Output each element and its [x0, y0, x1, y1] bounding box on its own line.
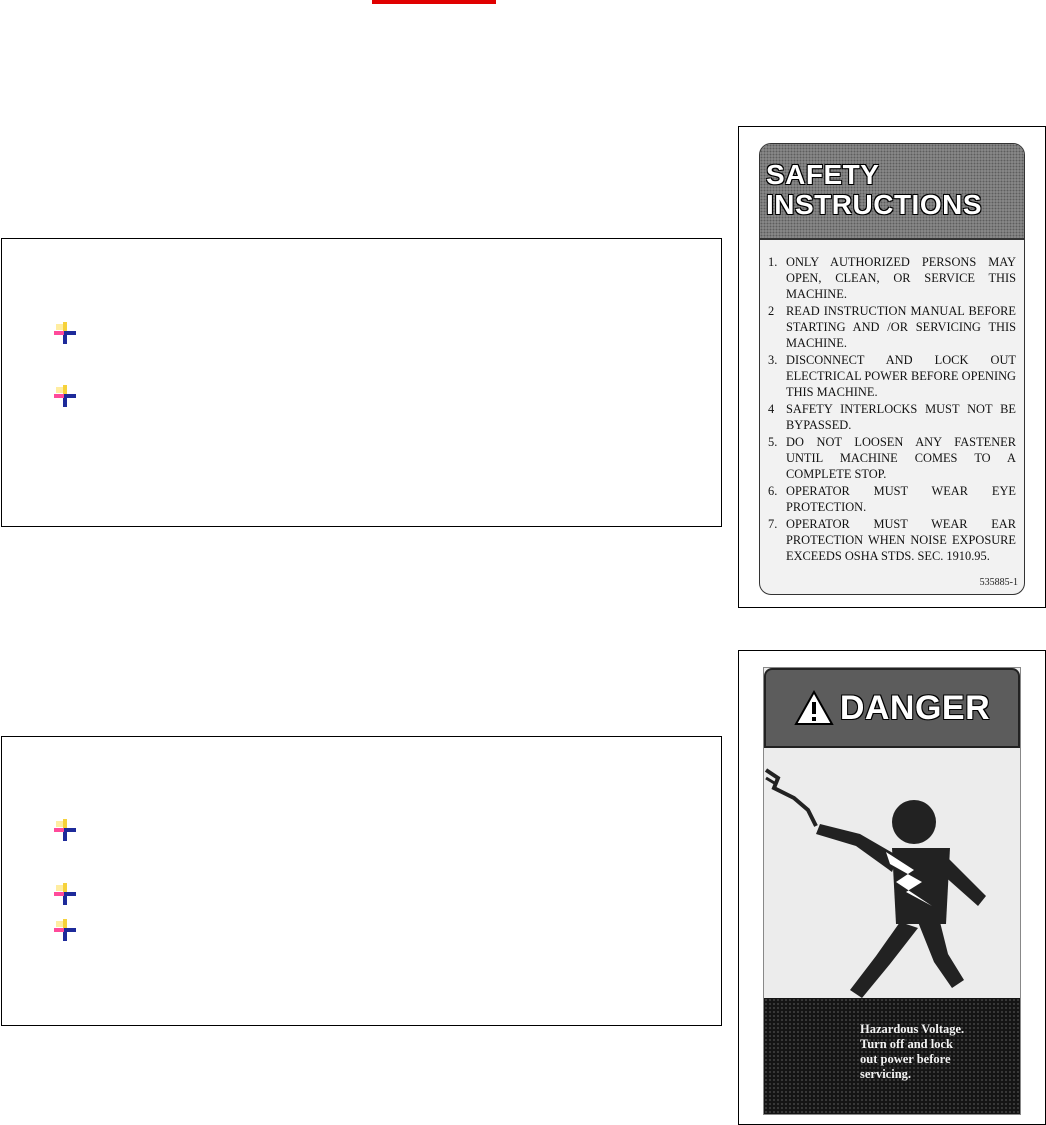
list-item: 7. OPERATOR MUST WEAR EAR PROTECTION WHEN NOISE EXPOSURE EXCEEDS OSHA STDS. SEC. 1910.95. — [768, 517, 1016, 563]
arrow-cross-bullet-icon — [54, 819, 76, 841]
safety-title-line1: SAFETY — [766, 159, 880, 190]
list-item: 5. DO NOT LOOSEN ANY FASTENER UNTIL MACHINE COMES TO A COMPLETE STOP. — [768, 435, 1016, 481]
danger-decal — [763, 667, 1021, 1115]
text-box-1 — [1, 238, 722, 527]
list-item: 3. DISCONNECT AND LOCK OUT ELECTRICAL POWER BEFORE OPENING THIS MACHINE. — [768, 353, 1016, 399]
danger-decal-photo — [738, 650, 1046, 1125]
red-underline-mark — [372, 0, 496, 4]
arrow-cross-bullet-icon — [54, 322, 76, 344]
danger-header — [764, 668, 1020, 748]
list-item: 6. OPERATOR MUST WEAR EYE PROTECTION. — [768, 484, 1016, 514]
danger-word: DANGER — [839, 688, 991, 727]
danger-message: Hazardous Voltage. Turn off and lock out power before servicing. — [860, 1022, 965, 1081]
safety-title-line2: INSTRUCTIONS — [766, 189, 982, 220]
danger-footer — [764, 998, 1020, 1114]
arrow-cross-bullet-icon — [54, 385, 76, 407]
warning-triangle-icon — [794, 690, 834, 726]
arrow-cross-bullet-icon — [54, 883, 76, 905]
safety-decal — [759, 143, 1025, 595]
text-box-2 — [1, 736, 722, 1026]
electric-shock-figure-icon — [764, 748, 1020, 1000]
part-number: 535885-1 — [979, 577, 1018, 588]
safety-rules-list — [760, 240, 1024, 564]
list-item: 4 SAFETY INTERLOCKS MUST NOT BE BYPASSED. — [768, 402, 1016, 432]
safety-decal-photo — [738, 126, 1046, 608]
list-item: 1. ONLY AUTHORIZED PERSONS MAY OPEN, CLEAN, OR SERVICE THIS MACHINE. — [768, 255, 1016, 301]
safety-decal-header — [760, 144, 1024, 240]
list-item: 2 READ INSTRUCTION MANUAL BEFORE STARTING AND /OR SERVICING THIS MACHINE. — [768, 304, 1016, 350]
arrow-cross-bullet-icon — [54, 919, 76, 941]
